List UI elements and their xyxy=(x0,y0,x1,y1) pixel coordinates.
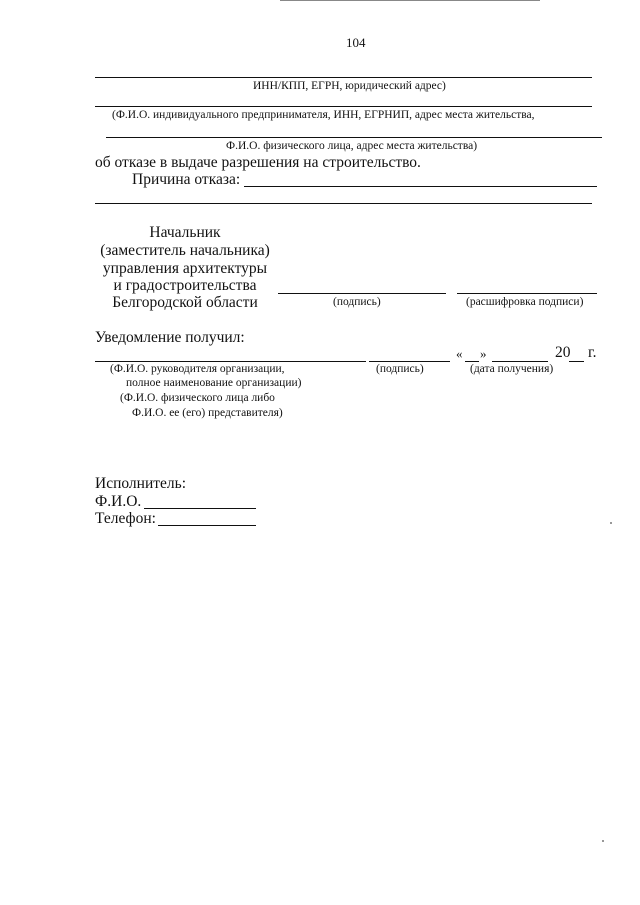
executor-name-label: Ф.И.О. xyxy=(95,493,142,510)
reason-fill-line xyxy=(244,186,597,187)
official-title-2: (заместитель начальника) xyxy=(100,242,270,259)
ip-caption: (Ф.И.О. индивидуального предпринимателя, ИНН, ЕГРНИП, адрес места жительства, xyxy=(112,109,535,121)
notice-year-line xyxy=(569,361,584,362)
notice-date-open: « xyxy=(456,346,463,361)
executor-label: Исполнитель: xyxy=(95,475,187,492)
notice-month-line xyxy=(492,361,548,362)
reason-fill-line-2 xyxy=(95,203,592,204)
notice-year-prefix: 20 xyxy=(555,344,571,361)
notice-day-line xyxy=(465,361,479,362)
official-signature-caption: (подпись) xyxy=(333,296,381,308)
official-title-3: управления архитектуры xyxy=(102,260,268,277)
reason-label: Причина отказа: xyxy=(132,171,241,188)
official-signature-line xyxy=(278,293,446,294)
official-title-5: Белгородской области xyxy=(112,294,258,311)
notice-caption-name-1: (Ф.И.О. руководителя организации, xyxy=(110,363,285,375)
official-title-1: Начальник xyxy=(149,224,221,241)
person-fill-line xyxy=(106,137,602,138)
top-edge-line xyxy=(280,0,540,1)
notice-signature-line xyxy=(369,361,450,362)
notice-caption-date: (дата получения) xyxy=(470,363,554,375)
refusal-title: об отказе в выдаче разрешения на строительство. xyxy=(95,154,421,171)
scan-speck-2 xyxy=(602,840,604,842)
person-caption: Ф.И.О. физического лица, адрес места жительства) xyxy=(226,140,478,152)
executor-phone-label: Телефон: xyxy=(95,510,156,527)
notice-caption-name-4: Ф.И.О. ее (его) представителя) xyxy=(132,407,283,419)
notice-label: Уведомление получил: xyxy=(95,329,245,346)
executor-name-line xyxy=(144,508,256,509)
executor-phone-line xyxy=(158,525,256,526)
notice-name-line xyxy=(95,361,366,362)
notice-date-close: » xyxy=(480,346,487,361)
notice-caption-name-2: полное наименование организации) xyxy=(126,377,302,389)
notice-caption-name-3: (Ф.И.О. физического лица либо xyxy=(120,392,275,404)
ip-fill-line xyxy=(95,106,592,107)
notice-year-suffix: г. xyxy=(588,344,597,361)
official-decoding-caption: (расшифровка подписи) xyxy=(466,296,584,308)
official-title-4: и градостроительства xyxy=(113,277,257,294)
org-fill-line xyxy=(95,77,592,78)
official-decoding-line xyxy=(457,293,597,294)
org-caption: ИНН/КПП, ЕГРН, юридический адрес) xyxy=(253,80,446,92)
page-number: 104 xyxy=(346,35,366,50)
scan-speck xyxy=(610,522,612,524)
notice-caption-signature: (подпись) xyxy=(376,363,424,375)
